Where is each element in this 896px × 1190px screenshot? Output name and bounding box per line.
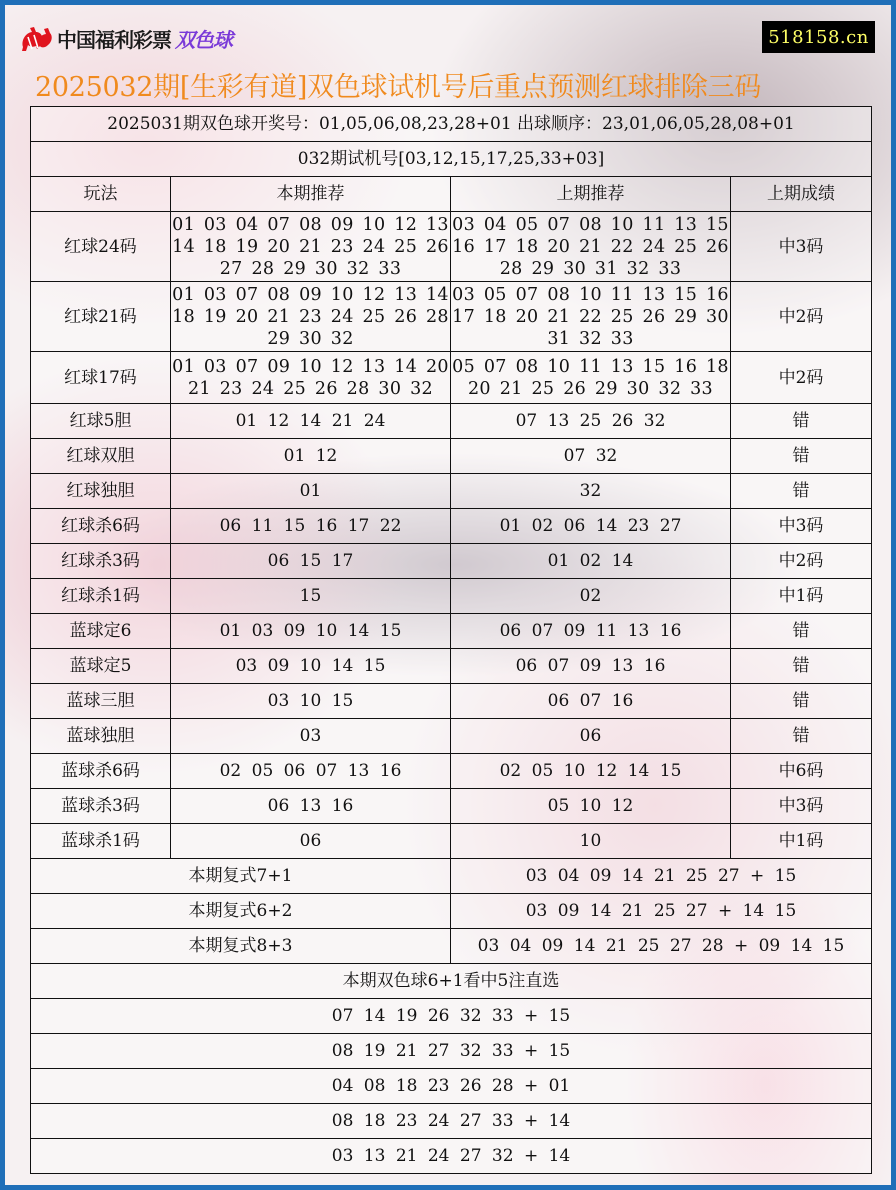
row-label: 红球杀3码	[31, 544, 171, 579]
test-number-row	[31, 142, 872, 177]
result: 中6码	[731, 754, 872, 789]
cwl-logo-icon	[19, 23, 53, 53]
table-row	[31, 439, 872, 474]
test-numbers: 032期试机号[03,12,15,17,25,33+03]	[31, 142, 872, 177]
row-label: 红球21码	[31, 282, 171, 352]
result: 中2码	[731, 544, 872, 579]
table-row	[31, 649, 872, 684]
welfare-lottery-logo	[19, 23, 232, 53]
table-row	[31, 824, 872, 859]
table-row	[31, 404, 872, 439]
table-row	[31, 509, 872, 544]
row-label: 红球杀6码	[31, 509, 171, 544]
current-numbers: 01 12 14 21 24	[171, 404, 451, 439]
row-label: 蓝球杀1码	[31, 824, 171, 859]
result: 中2码	[731, 282, 872, 352]
table-row	[31, 474, 872, 509]
current-numbers: 06	[171, 824, 451, 859]
pick-numbers: 08 18 23 24 27 33 + 14	[31, 1104, 872, 1139]
table-row	[31, 754, 872, 789]
result: 中2码	[731, 352, 872, 404]
picks-title-row	[31, 964, 872, 999]
picks-title: 本期双色球6+1看中5注直选	[31, 964, 872, 999]
table-row	[31, 684, 872, 719]
last-draw-row	[31, 107, 872, 142]
pick-numbers: 07 14 19 26 32 33 + 15	[31, 999, 872, 1034]
col-header-play: 玩法	[31, 177, 171, 212]
result: 中1码	[731, 824, 872, 859]
pick-row	[31, 1034, 872, 1069]
result: 错	[731, 649, 872, 684]
previous-numbers: 01 02 06 14 23 27	[451, 509, 731, 544]
result: 错	[731, 404, 872, 439]
compound-label: 本期复式7+1	[31, 859, 451, 894]
previous-numbers: 32	[451, 474, 731, 509]
prediction-table	[30, 106, 872, 1174]
current-numbers: 03	[171, 719, 451, 754]
result: 中3码	[731, 509, 872, 544]
table-row	[31, 212, 872, 282]
previous-numbers: 05 10 12	[451, 789, 731, 824]
previous-numbers: 01 02 14	[451, 544, 731, 579]
last-draw-info: 2025031期双色球开奖号：01,05,06,08,23,28+01 出球顺序：23,01,06,05,28,08+01	[31, 107, 872, 142]
current-numbers: 06 13 16	[171, 789, 451, 824]
table-row	[31, 579, 872, 614]
table-row	[31, 544, 872, 579]
pick-numbers: 03 13 21 24 27 32 + 14	[31, 1139, 872, 1174]
row-label: 蓝球杀3码	[31, 789, 171, 824]
logo-ssq-text: 双色球	[175, 27, 232, 52]
compound-row	[31, 894, 872, 929]
previous-numbers: 07 32	[451, 439, 731, 474]
current-numbers: 01 12	[171, 439, 451, 474]
previous-numbers: 05 07 08 10 11 13 15 16 18 20 21 25 26 29 30 32 33	[451, 352, 731, 404]
previous-numbers: 03 04 05 07 08 10 11 13 15 16 17 18 20 21 22 24 25 26 28 29 30 31 32 33	[451, 212, 731, 282]
row-label: 蓝球定5	[31, 649, 171, 684]
compound-value: 03 04 09 14 21 25 27 + 15	[451, 859, 872, 894]
compound-value: 03 09 14 21 25 27 + 14 15	[451, 894, 872, 929]
row-label: 红球5胆	[31, 404, 171, 439]
pick-numbers: 04 08 18 23 26 28 + 01	[31, 1069, 872, 1104]
result: 错	[731, 719, 872, 754]
previous-numbers: 06 07 16	[451, 684, 731, 719]
table-row	[31, 282, 872, 352]
row-label: 红球24码	[31, 212, 171, 282]
current-numbers: 01 03 09 10 14 15	[171, 614, 451, 649]
row-label: 红球独胆	[31, 474, 171, 509]
previous-numbers: 06 07 09 13 16	[451, 649, 731, 684]
current-numbers: 01	[171, 474, 451, 509]
compound-row	[31, 859, 872, 894]
table-row	[31, 789, 872, 824]
compound-label: 本期复式8+3	[31, 929, 451, 964]
pick-row	[31, 1139, 872, 1174]
table-row	[31, 352, 872, 404]
pick-numbers: 08 19 21 27 32 33 + 15	[31, 1034, 872, 1069]
row-label: 蓝球定6	[31, 614, 171, 649]
row-label: 红球17码	[31, 352, 171, 404]
result: 错	[731, 439, 872, 474]
row-label: 蓝球独胆	[31, 719, 171, 754]
current-numbers: 01 03 07 08 09 10 12 13 14 18 19 20 21 23 24 25 26 28 29 30 32	[171, 282, 451, 352]
previous-numbers: 07 13 25 26 32	[451, 404, 731, 439]
result: 错	[731, 614, 872, 649]
previous-numbers: 03 05 07 08 10 11 13 15 16 17 18 20 21 22 25 26 29 30 31 32 33	[451, 282, 731, 352]
previous-numbers: 10	[451, 824, 731, 859]
current-numbers: 03 09 10 14 15	[171, 649, 451, 684]
current-numbers: 06 11 15 16 17 22	[171, 509, 451, 544]
page-title: 2025032期[生彩有道]双色球试机号后重点预测红球排除三码	[35, 72, 762, 103]
current-numbers: 01 03 07 09 10 12 13 14 20 21 23 24 25 26 28 30 32	[171, 352, 451, 404]
pick-row	[31, 999, 872, 1034]
row-label: 红球双胆	[31, 439, 171, 474]
current-numbers: 06 15 17	[171, 544, 451, 579]
pick-row	[31, 1069, 872, 1104]
result: 中1码	[731, 579, 872, 614]
current-numbers: 01 03 04 07 08 09 10 12 13 14 18 19 20 21 23 24 25 26 27 28 29 30 32 33	[171, 212, 451, 282]
result: 错	[731, 684, 872, 719]
site-badge[interactable]: 518158.cn	[762, 21, 875, 53]
current-numbers: 15	[171, 579, 451, 614]
col-header-previous: 上期推荐	[451, 177, 731, 212]
previous-numbers: 06	[451, 719, 731, 754]
previous-numbers: 02	[451, 579, 731, 614]
header	[5, 5, 891, 105]
row-label: 蓝球三胆	[31, 684, 171, 719]
row-label: 红球杀1码	[31, 579, 171, 614]
previous-numbers: 06 07 09 11 13 16	[451, 614, 731, 649]
column-header-row	[31, 177, 872, 212]
col-header-current: 本期推荐	[171, 177, 451, 212]
page-frame	[5, 5, 891, 1185]
result: 中3码	[731, 212, 872, 282]
previous-numbers: 02 05 10 12 14 15	[451, 754, 731, 789]
table-row	[31, 614, 872, 649]
compound-value: 03 04 09 14 21 25 27 28 + 09 14 15	[451, 929, 872, 964]
current-numbers: 02 05 06 07 13 16	[171, 754, 451, 789]
logo-text: 中国福利彩票	[57, 27, 171, 52]
result: 中3码	[731, 789, 872, 824]
pick-row	[31, 1104, 872, 1139]
compound-label: 本期复式6+2	[31, 894, 451, 929]
table-row	[31, 719, 872, 754]
compound-row	[31, 929, 872, 964]
row-label: 蓝球杀6码	[31, 754, 171, 789]
result: 错	[731, 474, 872, 509]
col-header-result: 上期成绩	[731, 177, 872, 212]
current-numbers: 03 10 15	[171, 684, 451, 719]
